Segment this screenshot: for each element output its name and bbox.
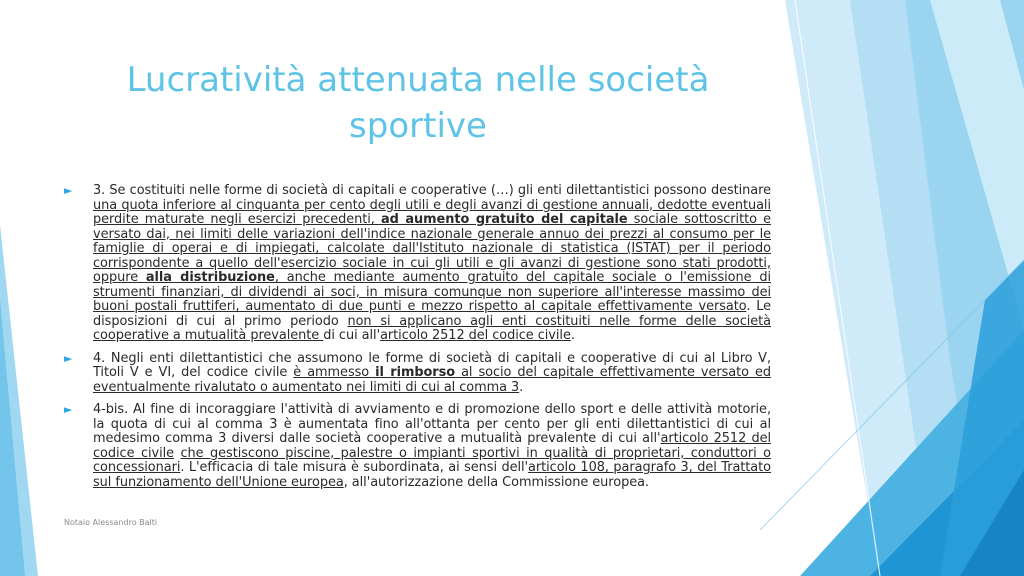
bullet-arrow-icon: ► bbox=[64, 184, 73, 197]
bullet-paragraph bbox=[64, 184, 771, 344]
text-segment: . Le disposizioni di cui al primo periodo bbox=[93, 299, 771, 329]
text-segment: 3. Se costituiti nelle forme di società di capitali e cooperative (…) gli enti dilettantistici possono destinare bbox=[93, 183, 771, 198]
text-segment: è ammesso bbox=[293, 365, 376, 380]
text-segment: che gestiscono piscine, palestre o impianti sportivi in qualità di proprietari, conduttori o concessionari bbox=[93, 445, 771, 475]
text-segment: 4-bis. Al fine di incoraggiare l'attività di avviamento e di promozione dello sport e delle attività motorie, la quota di cui al comma 3 è aumentata fino all'ottanta per cento per gli enti dilettantistici di cui al medesimo comma 3 diversi dalle società cooperative a mutualità prevalente di cui all' bbox=[93, 402, 771, 446]
text-segment: articolo 108, paragrafo 3, del Trattato sul funzionamento dell'Unione europea bbox=[93, 460, 771, 490]
bullet-arrow-icon: ► bbox=[64, 403, 73, 416]
paragraph-text bbox=[93, 352, 771, 396]
text-segment: articolo 2512 del codice civile bbox=[93, 431, 771, 461]
text-segment: al socio del capitale effettivamente versato ed eventualmente rivalutato o aumentato nei limiti di cui al comma 3 bbox=[93, 365, 771, 395]
bullet-paragraph bbox=[64, 403, 771, 490]
text-segment: articolo 2512 del codice civile bbox=[380, 328, 571, 343]
text-segment: il rimborso bbox=[375, 365, 456, 380]
text-segment: , anche mediante aumento gratuito del capitale sociale o l'emissione di strumenti finanziari, di dividendi ai soci, in misura comunque non superiore all'interesse massimo dei buoni postali fruttiferi, aumentato di due punti e mezzo rispetto al capitale effettivamente versato bbox=[93, 270, 771, 314]
text-segment: . bbox=[519, 379, 524, 395]
text-segment: . bbox=[570, 328, 575, 343]
text-segment: non si applicano agli enti costituiti nelle forme delle società cooperative a mutualità prevalente bbox=[93, 313, 771, 343]
text-segment: alla distribuzione bbox=[145, 270, 275, 285]
page-title: Lucratività attenuata nelle società sportive bbox=[126, 60, 710, 146]
bullet-paragraph bbox=[64, 352, 771, 396]
text-segment: di cui all' bbox=[323, 328, 381, 343]
bullet-arrow-icon: ► bbox=[64, 351, 73, 365]
text-segment: sociale sottoscritto e versato dai, nei limiti delle variazioni dell'indice nazionale generale annuo dei prezzi al consumo per le famiglie di operai e di impiegati, calcolate dall'Istituto nazionale di statistica (ISTAT) per il periodo corrispondente a quello dell'esercizio sociale in cui gli utili e gli avanzi di gestione sono stati prodotti, oppure bbox=[93, 212, 771, 285]
paragraph-text bbox=[93, 403, 771, 490]
paragraph-text bbox=[93, 184, 771, 344]
text-segment: una quota inferiore al cinquanta per cento degli utili e degli avanzi di gestione annuali, dedotte eventuali perdite maturate negli esercizi precedenti, bbox=[93, 197, 771, 227]
text-segment: ad aumento gratuito del capitale bbox=[381, 212, 628, 227]
footer-author: Notaio Alessandro Balti bbox=[64, 518, 158, 527]
text-segment: . L'efficacia di tale misura è subordinata, ai sensi dell' bbox=[180, 460, 529, 475]
body-content bbox=[64, 184, 771, 498]
text-segment: 4. Negli enti dilettantistici che assumono le forme di società di capitali e cooperative di cui al Libro V, Titoli V e VI, del codice civile bbox=[93, 350, 771, 380]
text-segment: , all'autorizzazione della Commissione europea. bbox=[343, 474, 649, 490]
